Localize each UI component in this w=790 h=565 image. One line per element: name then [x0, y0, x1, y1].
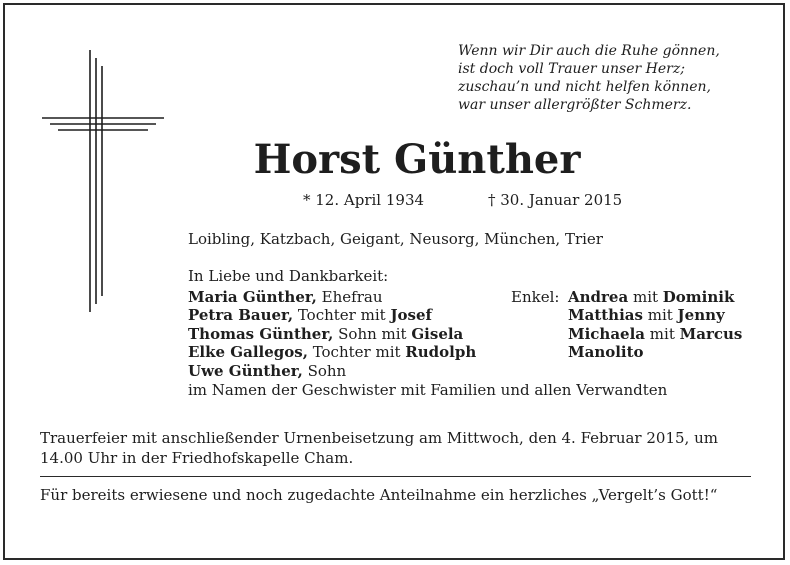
grandchildren-label: Enkel:: [511, 288, 560, 306]
mourner-name: Petra Bauer,: [188, 306, 294, 325]
service-info: Trauerfeier mit anschließender Urnenbeisetzung am Mittwoch, den 4. Februar 2015, um 14.00 Uhr in der Friedhofskapelle Cham.: [40, 429, 718, 467]
deceased-name: Horst Günther: [253, 136, 581, 183]
mourner-relation: Sohn mit: [333, 324, 412, 343]
birth-date: * 12. April 1934: [303, 191, 425, 209]
list-item: [568, 306, 742, 324]
mourner-name: Thomas Günther,: [188, 324, 334, 343]
death-date: † 30. Januar 2015: [488, 191, 623, 209]
grandchild-joiner: mit: [628, 288, 663, 306]
list-item: [568, 288, 742, 306]
list-item: [188, 325, 476, 343]
grandchild-name: Matthias: [568, 306, 643, 325]
mourner-relation: Tochter mit: [307, 343, 406, 362]
mourner-partner: Josef: [390, 306, 432, 325]
mourner-partner: Rudolph: [405, 343, 477, 362]
poem: [458, 42, 778, 114]
mourner-name: Elke Gallegos,: [188, 343, 308, 362]
grandchild-joiner: mit: [642, 306, 678, 325]
mourner-relation: Sohn: [302, 361, 347, 380]
mourners-list: [188, 288, 476, 380]
closing-thanks: Für bereits erwiesene und noch zugedachte Anteilnahme ein herzliches „Vergelt’s Gott!“: [40, 486, 718, 504]
list-item: [568, 343, 742, 361]
poem-line: Wenn wir Dir auch die Ruhe gönnen,: [458, 43, 720, 59]
grandchild-joiner: mit: [645, 324, 680, 343]
thanks-heading: In Liebe und Dankbarkeit:: [188, 267, 389, 285]
list-item: [188, 288, 476, 306]
grandchild-partner: Marcus: [679, 324, 743, 343]
grandchild-name: Michaela: [568, 324, 646, 343]
poem-line: ist doch voll Trauer unser Herz;: [458, 61, 685, 77]
grandchild-partner: Jenny: [677, 306, 725, 325]
places-line: Loibling, Katzbach, Geigant, Neusorg, München, Trier: [188, 230, 603, 248]
list-item: [188, 343, 476, 361]
list-item: [568, 325, 742, 343]
list-item: [188, 362, 476, 380]
mourner-relation: Ehefrau: [316, 288, 383, 306]
poem-line: zuschau’n und nicht helfen können,: [458, 79, 711, 95]
grandchild-name: Manolito: [568, 343, 644, 362]
mourner-partner: Gisela: [411, 324, 464, 343]
grandchild-name: Andrea: [568, 288, 629, 306]
poem-line: war unser allergrößter Schmerz.: [458, 97, 692, 113]
mourner-name: Maria Günther,: [188, 288, 317, 306]
mourner-name: Uwe Günther,: [188, 361, 303, 380]
family-line: im Namen der Geschwister mit Familien und allen Verwandten: [188, 381, 668, 399]
divider: [40, 476, 751, 477]
list-item: [188, 306, 476, 324]
mourner-relation: Tochter mit: [293, 306, 391, 325]
grandchild-partner: Dominik: [662, 288, 735, 306]
grandchildren-list: [568, 288, 742, 362]
